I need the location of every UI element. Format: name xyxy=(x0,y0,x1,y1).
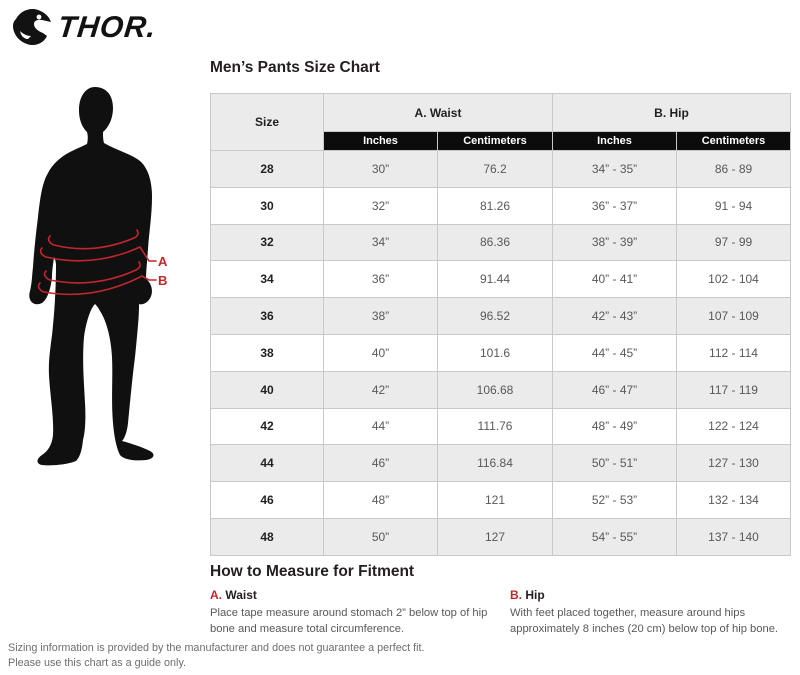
col-header-waist: A. Waist xyxy=(324,94,553,132)
col-header-waist-inches: Inches xyxy=(324,132,438,151)
cell-hip-inches: 36” - 37” xyxy=(553,187,677,224)
cell-hip-centimeters: 132 - 134 xyxy=(677,482,791,519)
cell-hip-centimeters: 97 - 99 xyxy=(677,224,791,261)
cell-size: 36 xyxy=(211,298,324,335)
cell-waist-centimeters: 91.44 xyxy=(438,261,553,298)
waist-instructions-text: Place tape measure around stomach 2” below top of hip bone and measure total circumference. xyxy=(210,607,488,636)
size-table xyxy=(210,93,791,556)
cell-size: 44 xyxy=(211,445,324,482)
cell-waist-inches: 44” xyxy=(324,408,438,445)
cell-waist-inches: 46” xyxy=(324,445,438,482)
how-to-measure-title: How to Measure for Fitment xyxy=(210,563,415,580)
male-silhouette xyxy=(29,87,153,465)
cell-hip-inches: 48” - 49” xyxy=(553,408,677,445)
thor-logo-text: THOR. xyxy=(56,11,159,44)
cell-hip-inches: 50” - 51” xyxy=(553,445,677,482)
body-silhouette-figure xyxy=(0,85,210,470)
cell-waist-centimeters: 96.52 xyxy=(438,298,553,335)
cell-waist-centimeters: 121 xyxy=(438,482,553,519)
cell-waist-centimeters: 81.26 xyxy=(438,187,553,224)
table-row xyxy=(211,408,791,445)
cell-waist-inches: 38” xyxy=(324,298,438,335)
cell-waist-centimeters: 116.84 xyxy=(438,445,553,482)
cell-hip-inches: 46” - 47” xyxy=(553,371,677,408)
table-row xyxy=(211,261,791,298)
table-row xyxy=(211,224,791,261)
cell-hip-centimeters: 91 - 94 xyxy=(677,187,791,224)
cell-hip-inches: 52” - 53” xyxy=(553,482,677,519)
cell-hip-centimeters: 86 - 89 xyxy=(677,151,791,188)
table-row xyxy=(211,371,791,408)
cell-size: 32 xyxy=(211,224,324,261)
col-header-size: Size xyxy=(211,94,324,151)
disclaimer-line2: Please use this chart as a guide only. xyxy=(8,657,187,670)
cell-waist-centimeters: 106.68 xyxy=(438,371,553,408)
cell-waist-centimeters: 86.36 xyxy=(438,224,553,261)
cell-hip-centimeters: 127 - 130 xyxy=(677,445,791,482)
waist-instructions-label xyxy=(210,588,502,602)
cell-waist-inches: 34” xyxy=(324,224,438,261)
cell-waist-centimeters: 101.6 xyxy=(438,334,553,371)
cell-waist-inches: 32” xyxy=(324,187,438,224)
cell-waist-inches: 48” xyxy=(324,482,438,519)
hip-instructions xyxy=(510,588,800,637)
hip-label-text: Hip xyxy=(525,588,545,602)
cell-waist-inches: 50” xyxy=(324,518,438,555)
waist-key: A. xyxy=(210,588,222,602)
size-table-body xyxy=(211,151,791,556)
hip-instructions-label xyxy=(510,588,800,602)
cell-hip-inches: 34” - 35” xyxy=(553,151,677,188)
cell-waist-inches: 30” xyxy=(324,151,438,188)
col-header-waist-centimeters: Centimeters xyxy=(438,132,553,151)
hip-label-b: B xyxy=(158,273,168,288)
disclaimer xyxy=(8,641,425,671)
cell-size: 34 xyxy=(211,261,324,298)
hip-key: B. xyxy=(510,588,522,602)
cell-size: 46 xyxy=(211,482,324,519)
cell-waist-centimeters: 127 xyxy=(438,518,553,555)
thor-head-icon xyxy=(10,7,54,49)
cell-hip-inches: 42” - 43” xyxy=(553,298,677,335)
cell-hip-centimeters: 102 - 104 xyxy=(677,261,791,298)
cell-hip-centimeters: 112 - 114 xyxy=(677,334,791,371)
table-row xyxy=(211,334,791,371)
cell-hip-inches: 54” - 55” xyxy=(553,518,677,555)
cell-size: 48 xyxy=(211,518,324,555)
table-row xyxy=(211,445,791,482)
col-header-hip: B. Hip xyxy=(553,94,791,132)
cell-waist-inches: 36” xyxy=(324,261,438,298)
cell-size: 42 xyxy=(211,408,324,445)
table-row xyxy=(211,187,791,224)
cell-size: 38 xyxy=(211,334,324,371)
cell-hip-inches: 38” - 39” xyxy=(553,224,677,261)
cell-waist-centimeters: 76.2 xyxy=(438,151,553,188)
cell-hip-centimeters: 122 - 124 xyxy=(677,408,791,445)
cell-waist-centimeters: 111.76 xyxy=(438,408,553,445)
cell-waist-inches: 40” xyxy=(324,334,438,371)
cell-waist-inches: 42” xyxy=(324,371,438,408)
table-row xyxy=(211,518,791,555)
table-header-row xyxy=(211,94,791,132)
table-row xyxy=(211,298,791,335)
cell-size: 30 xyxy=(211,187,324,224)
cell-size: 28 xyxy=(211,151,324,188)
cell-hip-inches: 44” - 45” xyxy=(553,334,677,371)
cell-size: 40 xyxy=(211,371,324,408)
cell-hip-centimeters: 117 - 119 xyxy=(677,371,791,408)
col-header-hip-centimeters: Centimeters xyxy=(677,132,791,151)
disclaimer-line1: Sizing information is provided by the manufacturer and does not guarantee a perfect fit. xyxy=(8,642,425,654)
table-row xyxy=(211,151,791,188)
cell-hip-centimeters: 137 - 140 xyxy=(677,518,791,555)
table-row xyxy=(211,482,791,519)
waist-instructions xyxy=(210,588,502,637)
cell-hip-inches: 40” - 41” xyxy=(553,261,677,298)
col-header-hip-inches: Inches xyxy=(553,132,677,151)
waist-label-a: A xyxy=(158,254,168,269)
cell-hip-centimeters: 107 - 109 xyxy=(677,298,791,335)
thor-logo xyxy=(10,6,159,50)
waist-label-text: Waist xyxy=(225,588,257,602)
size-chart-title: Men’s Pants Size Chart xyxy=(210,59,380,76)
hip-instructions-text: With feet placed together, measure around hips approximately 8 inches (20 cm) below top of hip bone. xyxy=(510,607,779,636)
